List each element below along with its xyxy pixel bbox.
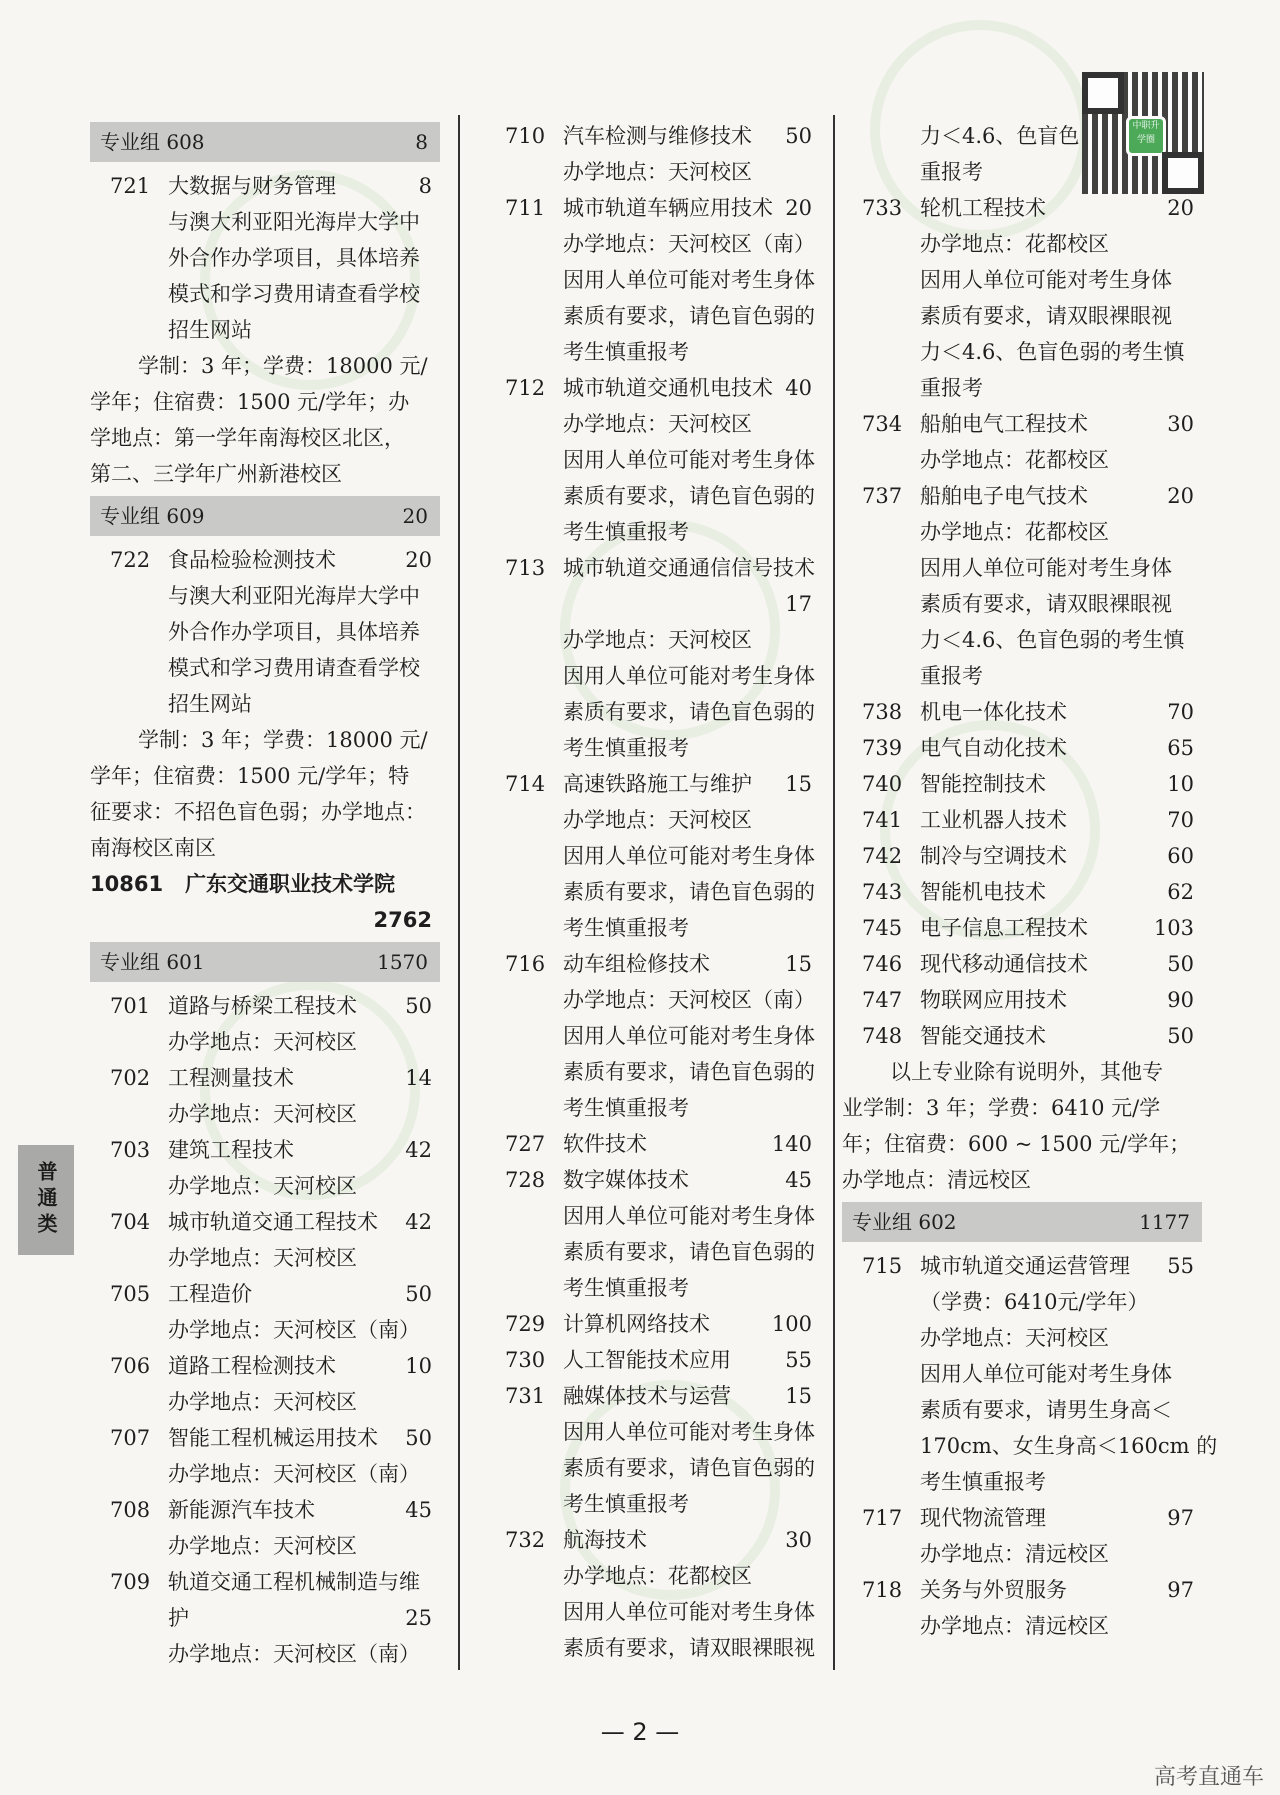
group-note: 年；住宿费：600 ~ 1500 元/学年；	[842, 1132, 1191, 1156]
column-2	[485, 118, 820, 1666]
major-note: 素质有要求，请色盲色弱的	[563, 304, 815, 328]
group-note: 学制：3 年；学费：18000 元/	[138, 354, 428, 378]
major-name: 物联网应用技术	[920, 988, 1067, 1012]
major-note: 考生慎重报考	[920, 1470, 1046, 1494]
major-code: 743	[862, 880, 903, 904]
major-note: 素质有要求，请男生身高＜	[920, 1398, 1172, 1422]
major-row	[90, 1204, 440, 1240]
major-name: 城市轨道交通工程技术	[168, 1210, 378, 1234]
major-row	[842, 838, 1202, 874]
major-name: 高速铁路施工与维护	[563, 772, 752, 796]
major-row	[90, 542, 440, 578]
group-header	[842, 1202, 1202, 1242]
major-note: 因用人单位可能对考生身体	[920, 556, 1172, 580]
major-name: 新能源汽车技术	[168, 1498, 315, 1522]
major-name: 道路工程检测技术	[168, 1354, 336, 1378]
major-name: 航海技术	[563, 1528, 647, 1552]
major-note: 与澳大利亚阳光海岸大学中	[168, 210, 420, 234]
group-note: 学年；住宿费：1500 元/学年；办	[90, 390, 410, 414]
major-count: 70	[1167, 808, 1194, 832]
major-row	[485, 1126, 820, 1162]
major-note: 素质有要求，请色盲色弱的	[563, 700, 815, 724]
major-row	[485, 1378, 820, 1414]
major-code: 739	[862, 736, 903, 760]
major-note: 模式和学习费用请查看学校	[168, 282, 420, 306]
major-count: 50	[1167, 952, 1194, 976]
major-note: 素质有要求，请色盲色弱的	[563, 1240, 815, 1264]
major-count: 70	[1167, 700, 1194, 724]
major-note: 外合作办学项目，具体培养	[168, 246, 420, 270]
major-note: 外合作办学项目，具体培养	[168, 620, 420, 644]
major-count: 100	[771, 1312, 812, 1336]
major-note: 因用人单位可能对考生身体	[563, 268, 815, 292]
major-count: 45	[785, 1168, 812, 1192]
major-code: 741	[862, 808, 903, 832]
major-list	[485, 118, 820, 1666]
major-name: 工程测量技术	[168, 1066, 294, 1090]
major-count: 55	[785, 1348, 812, 1372]
major-note: 因用人单位可能对考生身体	[563, 1600, 815, 1624]
major-name: 护	[168, 1606, 189, 1630]
major-code: 727	[505, 1132, 546, 1156]
group-note: 业学制：3 年；学费：6410 元/学	[842, 1096, 1161, 1120]
major-row	[90, 1276, 440, 1312]
major-note: 考生慎重报考	[563, 1096, 689, 1120]
major-row	[842, 946, 1202, 982]
major-name: 城市轨道车辆应用技术	[563, 196, 773, 220]
major-row	[485, 118, 820, 154]
major-note: 模式和学习费用请查看学校	[168, 656, 420, 680]
major-note: 办学地点：天河校区	[920, 1326, 1109, 1350]
school-heading	[90, 866, 440, 902]
major-note: （学费：6410元/学年）	[920, 1290, 1149, 1314]
major-count: 62	[1167, 880, 1194, 904]
major-note: 素质有要求，请色盲色弱的	[563, 880, 815, 904]
group-label: 专业组 608	[100, 130, 205, 154]
major-note: 办学地点：花都校区	[563, 1564, 752, 1588]
major-name: 智能交通技术	[920, 1024, 1046, 1048]
major-row	[485, 370, 820, 406]
major-code: 704	[110, 1210, 151, 1234]
major-count: 50	[405, 1282, 432, 1306]
column-3	[842, 118, 1218, 1644]
major-name: 现代移动通信技术	[920, 952, 1088, 976]
group-quota: 20	[402, 504, 428, 528]
major-row	[90, 1600, 440, 1636]
major-note: 因用人单位可能对考生身体	[563, 1420, 815, 1444]
major-note: 考生慎重报考	[563, 1492, 689, 1516]
group-quota: 8	[415, 130, 428, 154]
major-note: 办学地点：天河校区	[563, 412, 752, 436]
major-code: 716	[505, 952, 546, 976]
major-code: 713	[505, 556, 546, 580]
major-note: 招生网站	[168, 318, 252, 342]
major-name: 轮机工程技术	[920, 196, 1046, 220]
major-note: 办学地点：天河校区	[168, 1246, 357, 1270]
major-note: 素质有要求，请色盲色弱的	[563, 1060, 815, 1084]
major-code: 740	[862, 772, 903, 796]
major-count: 15	[785, 952, 812, 976]
major-row	[842, 910, 1202, 946]
major-code: 728	[505, 1168, 546, 1192]
major-code: 701	[110, 994, 151, 1018]
major-row	[90, 168, 440, 204]
major-row	[485, 1522, 820, 1558]
major-count: 25	[405, 1606, 432, 1630]
major-code: 707	[110, 1426, 151, 1450]
major-list	[90, 988, 440, 1564]
major-note: 办学地点：天河校区（南）	[563, 232, 815, 256]
major-note: 办学地点：天河校区（南）	[168, 1462, 420, 1486]
major-code: 731	[505, 1384, 546, 1408]
group-label: 专业组 609	[100, 504, 205, 528]
major-count: 50	[405, 994, 432, 1018]
major-code: 706	[110, 1354, 151, 1378]
major-note: 办学地点：天河校区	[563, 160, 752, 184]
major-note: 因用人单位可能对考生身体	[920, 268, 1172, 292]
major-note: 办学地点：花都校区	[920, 448, 1109, 472]
major-note: 因用人单位可能对考生身体	[563, 1204, 815, 1228]
major-note: 考生慎重报考	[563, 736, 689, 760]
major-row	[485, 946, 820, 982]
major-name: 制冷与空调技术	[920, 844, 1067, 868]
major-row	[842, 874, 1202, 910]
major-note: 考生慎重报考	[563, 916, 689, 940]
major-code: 710	[505, 124, 546, 148]
column-divider	[458, 115, 460, 1670]
group-header	[90, 496, 440, 536]
major-name: 数字媒体技术	[563, 1168, 689, 1192]
qr-logo: 中职升学圈	[1126, 116, 1166, 156]
group-note: 学制：3 年；学费：18000 元/	[138, 728, 428, 752]
major-code: 738	[862, 700, 903, 724]
group-quota: 1177	[1139, 1210, 1190, 1234]
group-note: 南海校区南区	[90, 836, 216, 860]
school-code: 10861	[90, 872, 164, 896]
major-name: 船舶电气工程技术	[920, 412, 1088, 436]
major-count: 65	[1167, 736, 1194, 760]
major-note: 170cm、女生身高＜160cm 的	[920, 1434, 1218, 1458]
school-name: 广东交通职业技术学院	[185, 872, 396, 896]
major-name: 智能机电技术	[920, 880, 1046, 904]
major-row	[485, 190, 820, 226]
major-row	[842, 982, 1202, 1018]
major-name: 关务与外贸服务	[920, 1578, 1067, 1602]
major-note: 因用人单位可能对考生身体	[563, 844, 815, 868]
major-code: 729	[505, 1312, 546, 1336]
major-row	[842, 1018, 1202, 1054]
school-total: 2762	[373, 908, 432, 932]
major-note: 办学地点：天河校区（南）	[168, 1642, 420, 1666]
major-name: 城市轨道交通机电技术	[563, 376, 773, 400]
major-count: 15	[785, 1384, 812, 1408]
major-count: 20	[1167, 484, 1194, 508]
side-tab: 普通类	[18, 1145, 74, 1255]
major-count: 60	[1167, 844, 1194, 868]
major-count: 8	[418, 174, 432, 198]
major-code: 717	[862, 1506, 903, 1530]
major-code: 703	[110, 1138, 151, 1162]
major-count: 50	[1167, 1024, 1194, 1048]
major-code: 705	[110, 1282, 151, 1306]
major-note: 招生网站	[168, 692, 252, 716]
major-code: 748	[862, 1024, 903, 1048]
major-row	[842, 406, 1202, 442]
major-note: 力＜4.6、色盲色	[920, 124, 1080, 148]
major-row	[485, 1162, 820, 1198]
major-row	[842, 766, 1202, 802]
major-list	[842, 190, 1202, 694]
major-count: 42	[405, 1210, 432, 1234]
page-number: — 2 —	[600, 1718, 680, 1746]
major-count: 20	[785, 196, 812, 220]
major-count: 10	[1167, 772, 1194, 796]
major-count: 40	[785, 376, 812, 400]
major-name: 电气自动化技术	[920, 736, 1067, 760]
group-note: 第二、三学年广州新港校区	[90, 462, 342, 486]
major-code: 747	[862, 988, 903, 1012]
major-name: 大数据与财务管理	[168, 174, 336, 198]
major-note: 因用人单位可能对考生身体	[563, 448, 815, 472]
major-note: 素质有要求，请双眼裸眼视	[563, 1636, 815, 1660]
major-name: 电子信息工程技术	[920, 916, 1088, 940]
major-row	[842, 1572, 1202, 1608]
major-note: 力＜4.6、色盲色弱的考生慎	[920, 340, 1185, 364]
major-count: 17	[785, 592, 812, 616]
major-row	[485, 1306, 820, 1342]
major-row	[90, 1564, 440, 1600]
major-code: 712	[505, 376, 546, 400]
major-count: 10	[405, 1354, 432, 1378]
major-note: 办学地点：天河校区	[168, 1030, 357, 1054]
major-count: 14	[405, 1066, 432, 1090]
group-note: 以上专业除有说明外，其他专	[890, 1060, 1163, 1084]
major-note: 办学地点：天河校区	[168, 1102, 357, 1126]
major-name: 融媒体技术与运营	[563, 1384, 731, 1408]
major-code: 733	[862, 196, 903, 220]
major-name: 船舶电子电气技术	[920, 484, 1088, 508]
major-note: 因用人单位可能对考生身体	[563, 1024, 815, 1048]
major-count: 50	[405, 1426, 432, 1450]
major-row	[485, 586, 820, 622]
major-count: 30	[785, 1528, 812, 1552]
major-name: 工业机器人技术	[920, 808, 1067, 832]
major-row	[842, 478, 1202, 514]
major-note: 素质有要求，请双眼裸眼视	[920, 304, 1172, 328]
major-note: 因用人单位可能对考生身体	[920, 1362, 1172, 1386]
major-name: 食品检验检测技术	[168, 548, 336, 572]
major-name: 建筑工程技术	[168, 1138, 294, 1162]
major-count: 50	[785, 124, 812, 148]
major-name: 城市轨道交通通信信号技术	[563, 556, 815, 580]
major-row	[90, 1492, 440, 1528]
major-row	[842, 694, 1202, 730]
major-code: 721	[110, 174, 151, 198]
group-note: 学年；住宿费：1500 元/学年；特	[90, 764, 410, 788]
major-note: 办学地点：清远校区	[920, 1614, 1109, 1638]
major-name: 工程造价	[168, 1282, 252, 1306]
major-code: 702	[110, 1066, 151, 1090]
major-code: 711	[505, 196, 546, 220]
major-note: 重报考	[920, 664, 983, 688]
major-row	[485, 1342, 820, 1378]
major-note: 与澳大利亚阳光海岸大学中	[168, 584, 420, 608]
group-header	[90, 942, 440, 982]
group-header	[90, 122, 440, 162]
major-row	[90, 988, 440, 1024]
group-quota: 1570	[377, 950, 428, 974]
group-label: 专业组 602	[852, 1210, 957, 1234]
major-count: 97	[1167, 1506, 1194, 1530]
column-1	[90, 118, 440, 1672]
major-code: 732	[505, 1528, 546, 1552]
major-row	[485, 550, 820, 586]
major-row	[485, 766, 820, 802]
major-note: 办学地点：天河校区	[168, 1174, 357, 1198]
major-code: 718	[862, 1578, 903, 1602]
major-row	[842, 1248, 1202, 1284]
major-code: 708	[110, 1498, 151, 1522]
major-code: 745	[862, 916, 903, 940]
major-name: 计算机网络技术	[563, 1312, 710, 1336]
major-code: 742	[862, 844, 903, 868]
corner-brand: 高考直通车	[1153, 1765, 1264, 1790]
major-count: 140	[771, 1132, 812, 1156]
major-row	[842, 190, 1202, 226]
major-count: 55	[1167, 1254, 1194, 1278]
major-row	[90, 1060, 440, 1096]
major-note: 办学地点：花都校区	[920, 232, 1109, 256]
major-count: 42	[405, 1138, 432, 1162]
major-note: 办学地点：天河校区	[563, 628, 752, 652]
column-divider	[833, 115, 835, 1670]
major-note: 因用人单位可能对考生身体	[563, 664, 815, 688]
major-note: 办学地点：天河校区	[168, 1534, 357, 1558]
major-name: 机电一体化技术	[920, 700, 1067, 724]
major-name: 动车组检修技术	[563, 952, 710, 976]
major-code: 737	[862, 484, 903, 508]
major-code: 730	[505, 1348, 546, 1372]
major-count: 97	[1167, 1578, 1194, 1602]
major-note: 考生慎重报考	[563, 520, 689, 544]
major-count: 103	[1153, 916, 1194, 940]
major-name: 现代物流管理	[920, 1506, 1046, 1530]
group-note: 征要求：不招色盲色弱；办学地点：	[90, 800, 426, 824]
major-list	[842, 1248, 1218, 1644]
major-code: 715	[862, 1254, 903, 1278]
major-code: 746	[862, 952, 903, 976]
major-note: 办学地点：天河校区（南）	[563, 988, 815, 1012]
major-row	[842, 730, 1202, 766]
major-row	[90, 1132, 440, 1168]
major-name: 智能工程机械运用技术	[168, 1426, 378, 1450]
major-note: 办学地点：花都校区	[920, 520, 1109, 544]
group-note: 学地点：第一学年南海校区北区，	[90, 426, 405, 450]
major-code: 734	[862, 412, 903, 436]
major-count: 30	[1167, 412, 1194, 436]
major-row	[842, 802, 1202, 838]
group-note: 办学地点：清远校区	[842, 1168, 1031, 1192]
major-name: 道路与桥梁工程技术	[168, 994, 357, 1018]
major-note: 素质有要求，请色盲色弱的	[563, 1456, 815, 1480]
major-note: 考生慎重报考	[563, 1276, 689, 1300]
major-note: 办学地点：天河校区（南）	[168, 1318, 420, 1342]
major-note: 考生慎重报考	[563, 340, 689, 364]
major-name: 智能控制技术	[920, 772, 1046, 796]
major-note: 办学地点：清远校区	[920, 1542, 1109, 1566]
major-row	[842, 1500, 1202, 1536]
major-note: 办学地点：天河校区	[168, 1390, 357, 1414]
major-name: 人工智能技术应用	[563, 1348, 731, 1372]
major-count: 20	[405, 548, 432, 572]
major-count: 15	[785, 772, 812, 796]
major-count: 45	[405, 1498, 432, 1522]
major-note: 重报考	[920, 376, 983, 400]
major-note: 力＜4.6、色盲色弱的考生慎	[920, 628, 1185, 652]
major-name: 软件技术	[563, 1132, 647, 1156]
major-count: 90	[1167, 988, 1194, 1012]
major-note: 素质有要求，请色盲色弱的	[563, 484, 815, 508]
group-label: 专业组 601	[100, 950, 205, 974]
major-name: 轨道交通工程机械制造与维	[168, 1570, 420, 1594]
major-name: 城市轨道交通运营管理	[920, 1254, 1130, 1278]
major-count: 20	[1167, 196, 1194, 220]
major-code: 714	[505, 772, 546, 796]
major-code: 722	[110, 548, 151, 572]
major-note: 办学地点：天河校区	[563, 808, 752, 832]
major-name: 汽车检测与维修技术	[563, 124, 752, 148]
major-code: 709	[110, 1570, 151, 1594]
major-note: 素质有要求，请双眼裸眼视	[920, 592, 1172, 616]
major-list	[842, 694, 1202, 1054]
major-row	[90, 1348, 440, 1384]
major-note: 重报考	[920, 160, 983, 184]
major-row	[90, 1420, 440, 1456]
